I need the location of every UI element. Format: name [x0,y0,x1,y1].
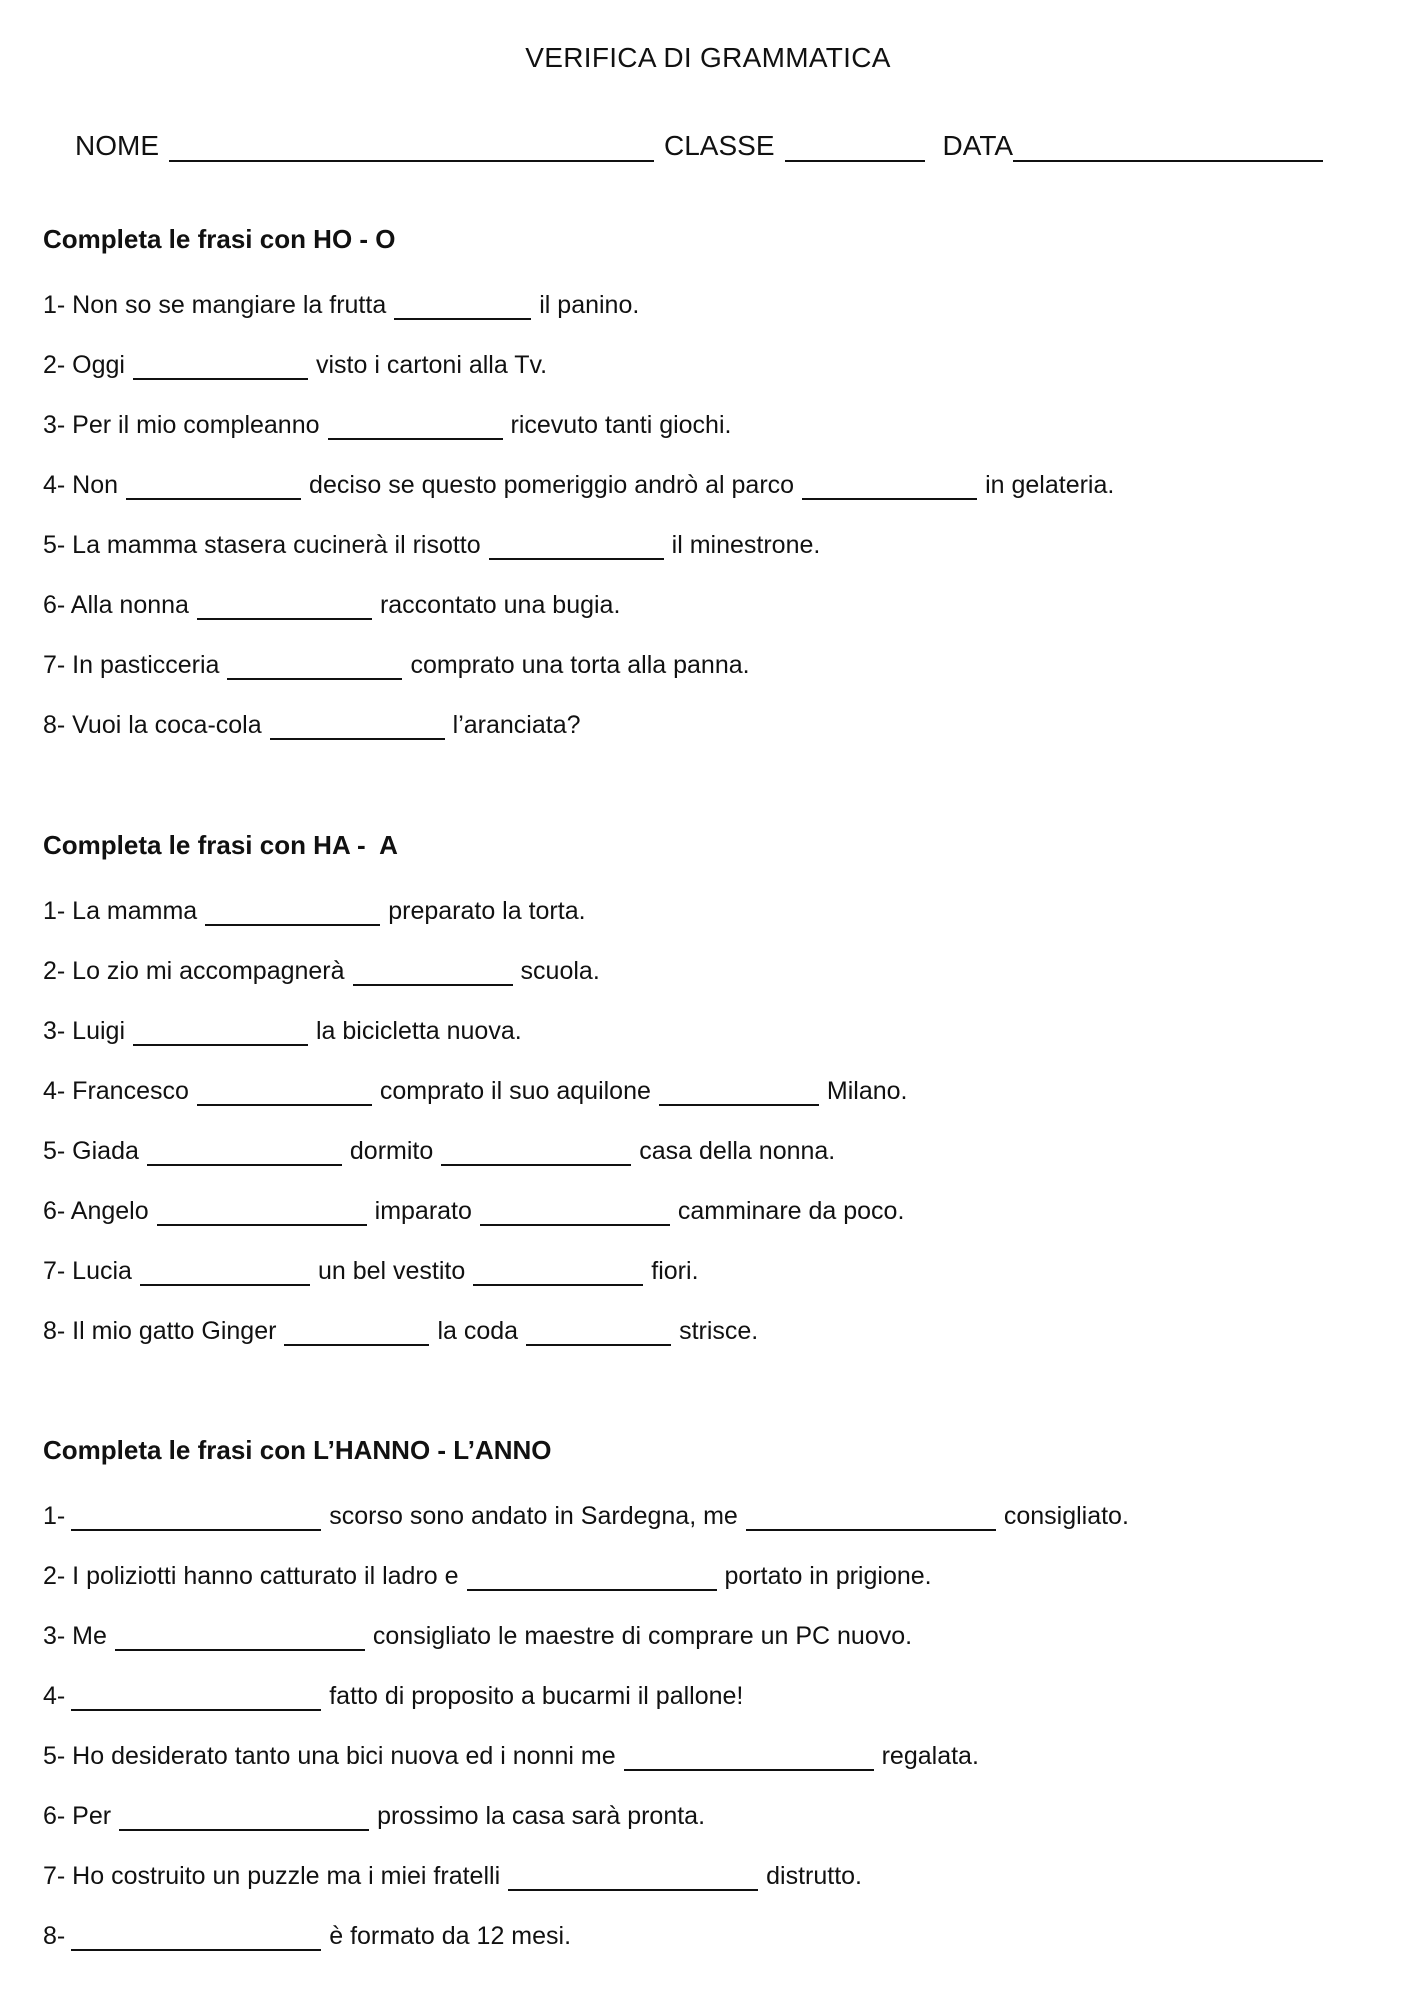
sentence-text: 2- Oggi [43,351,125,379]
answer-blank[interactable] [197,594,372,620]
exercise-row [43,1314,758,1346]
sentence-text: è formato da 12 mesi. [329,1922,572,1950]
sentence-text: 5- Giada [43,1137,139,1165]
exercise-row [43,1619,912,1651]
answer-blank[interactable] [126,474,301,500]
sentence-text: 8- Vuoi la coca-cola [43,711,262,739]
answer-blank[interactable] [115,1625,365,1651]
answer-blank[interactable] [441,1140,631,1166]
sentence-text: comprato il suo aquilone [379,1077,651,1105]
exercise-row [43,1739,979,1771]
sentence-text: visto i cartoni alla Tv. [315,351,548,379]
sentence-text: casa della nonna. [639,1137,836,1165]
exercise-row [43,1194,904,1226]
sentence-text: 3- Luigi [43,1017,125,1045]
answer-blank[interactable] [353,960,513,986]
sentence-text: 6- Angelo [43,1197,149,1225]
sentence-text: dormito [349,1137,434,1165]
classe-field[interactable] [785,132,925,162]
answer-blank[interactable] [140,1260,310,1286]
answer-blank[interactable] [526,1320,671,1346]
sentence-text: scorso sono andato in Sardegna, me [329,1502,738,1530]
sentence-text: 8- [43,1922,66,1950]
sentence-text: il minestrone. [671,531,821,559]
exercise-row [43,528,820,560]
sentence-text: 4- [43,1682,66,1710]
sentence-text: fatto di proposito a bucarmi il pallone! [329,1682,744,1710]
answer-blank[interactable] [119,1805,369,1831]
sentence-text: 4- Francesco [43,1077,189,1105]
sentence-text: distrutto. [766,1862,862,1890]
answer-blank[interactable] [227,654,402,680]
section-title: Completa le frasi con HA - A [43,830,398,860]
sentence-text: 5- La mamma stasera cucinerà il risotto [43,531,481,559]
sentence-text: 6- Per [43,1802,112,1830]
exercise-row [43,894,586,926]
sentence-text: 3- Me [43,1622,107,1650]
sentence-text: camminare da poco. [677,1197,905,1225]
answer-blank[interactable] [328,414,503,440]
answer-blank[interactable] [71,1505,321,1531]
sentence-text: l’aranciata? [452,711,581,739]
exercise-row [43,1014,522,1046]
exercise-row [43,468,1114,500]
sentence-text: prossimo la casa sarà pronta. [377,1802,706,1830]
page-title: VERIFICA DI GRAMMATICA [525,42,891,73]
sentence-text: 3- Per il mio compleanno [43,411,320,439]
sentence-text: il panino. [539,291,640,319]
exercise-row [43,1919,571,1951]
sentence-text: 1- Non so se mangiare la frutta [43,291,387,319]
answer-blank[interactable] [659,1080,819,1106]
answer-blank[interactable] [205,900,380,926]
sentence-text: raccontato una bugia. [379,591,621,619]
exercise-row [43,708,581,740]
sentence-text: la bicicletta nuova. [316,1017,522,1045]
section-title: Completa le frasi con HO - O [43,224,396,254]
sentence-text: regalata. [881,1742,979,1770]
nome-field[interactable] [169,132,654,162]
exercise-row [43,1679,743,1711]
sentence-text: 4- Non [43,471,119,499]
exercise-row [43,1859,862,1891]
exercise-row [43,1254,699,1286]
sentence-text: 2- I poliziotti hanno catturato il ladro e [43,1562,459,1590]
answer-blank[interactable] [624,1745,874,1771]
sentence-text: la coda [437,1317,519,1345]
answer-blank[interactable] [133,1020,308,1046]
sentence-text: consigliato. [1003,1502,1129,1530]
sentence-text: consigliato le maestre di comprare un PC nuovo. [372,1622,913,1650]
section-title: Completa le frasi con L’HANNO - L’ANNO [43,1435,552,1465]
sentence-text: 7- In pasticceria [43,651,220,679]
answer-blank[interactable] [480,1200,670,1226]
exercise-row [43,954,600,986]
exercise-row [43,288,639,320]
sentence-text: in gelateria. [985,471,1115,499]
answer-blank[interactable] [197,1080,372,1106]
answer-blank[interactable] [270,714,445,740]
sentence-text: un bel vestito [317,1257,466,1285]
sentence-text: 7- Lucia [43,1257,132,1285]
exercise-row [43,1074,907,1106]
sentence-text: fiori. [651,1257,699,1285]
sentence-text: preparato la torta. [388,897,586,925]
sentence-text: 5- Ho desiderato tanto una bici nuova ed i nonni me [43,1742,616,1770]
sentence-text: 7- Ho costruito un puzzle ma i miei fratelli [43,1862,501,1890]
sentence-text: comprato una torta alla panna. [410,651,750,679]
exercise-row [43,1799,705,1831]
classe-label: CLASSE [664,130,775,161]
answer-blank[interactable] [467,1565,717,1591]
data-label: DATA [942,130,1014,161]
sentence-text: imparato [374,1197,472,1225]
answer-blank[interactable] [489,534,664,560]
sentence-text: 1- [43,1502,66,1530]
exercise-row [43,1559,932,1591]
exercise-row [43,648,750,680]
sentence-text: 8- Il mio gatto Ginger [43,1317,277,1345]
sentence-text: deciso se questo pomeriggio andrò al parco [309,471,795,499]
sentence-text: 2- Lo zio mi accompagnerà [43,957,345,985]
sentence-text: portato in prigione. [724,1562,932,1590]
answer-blank[interactable] [71,1685,321,1711]
sentence-text: 6- Alla nonna [43,591,189,619]
answer-blank[interactable] [284,1320,429,1346]
student-info-line [75,122,1365,162]
exercise-row [43,588,620,620]
sentence-text: ricevuto tanti giochi. [510,411,732,439]
sentence-text: scuola. [520,957,600,985]
data-field[interactable] [1013,132,1323,162]
answer-blank[interactable] [147,1140,342,1166]
answer-blank[interactable] [394,294,531,320]
exercise-row [43,1134,835,1166]
exercise-row [43,1499,1129,1531]
exercise-row [43,348,547,380]
answer-blank[interactable] [746,1505,996,1531]
answer-blank[interactable] [157,1200,367,1226]
answer-blank[interactable] [473,1260,643,1286]
answer-blank[interactable] [133,354,308,380]
sentence-text: strisce. [679,1317,759,1345]
answer-blank[interactable] [802,474,977,500]
answer-blank[interactable] [71,1925,321,1951]
sentence-text: Milano. [826,1077,908,1105]
sentence-text: 1- La mamma [43,897,198,925]
nome-label: NOME [75,130,159,161]
exercise-row [43,408,731,440]
answer-blank[interactable] [508,1865,758,1891]
